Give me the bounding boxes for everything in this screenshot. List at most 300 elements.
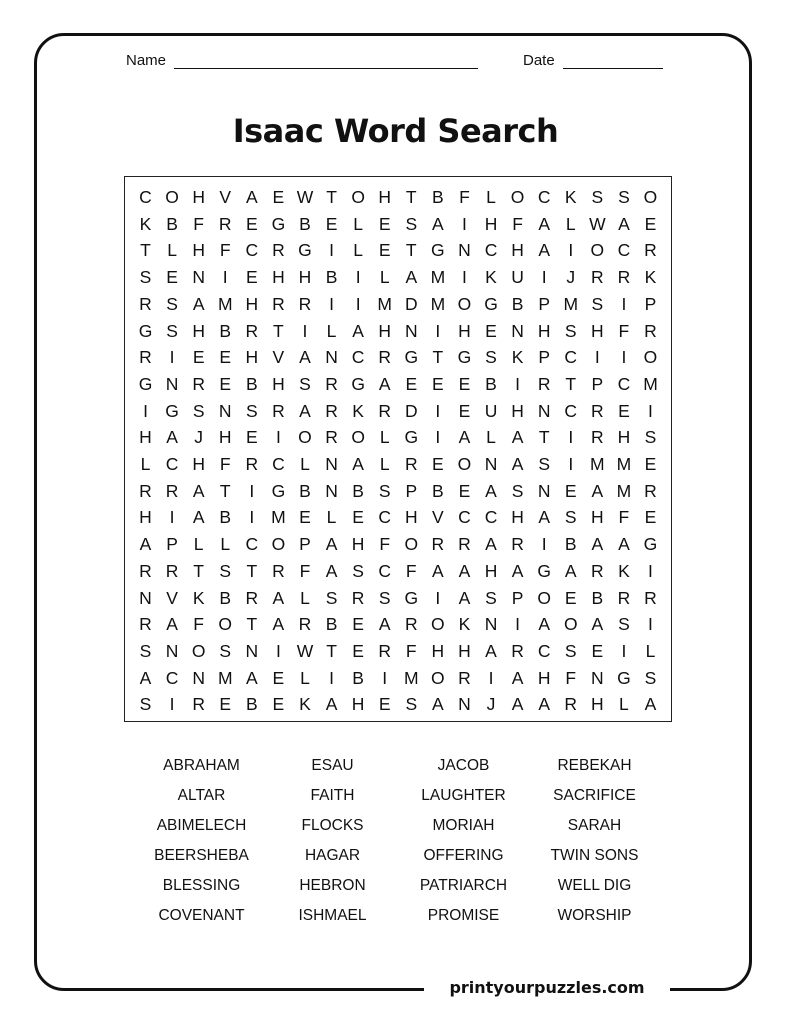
grid-letter[interactable]: O	[643, 187, 658, 207]
grid-letter[interactable]: T	[538, 427, 550, 448]
grid-letter[interactable]: W	[296, 640, 314, 661]
grid-letter[interactable]: E	[219, 373, 232, 394]
grid-letter[interactable]: P	[299, 534, 311, 555]
grid-letter[interactable]: G	[138, 373, 153, 394]
grid-letter[interactable]: L	[486, 427, 496, 448]
grid-letter[interactable]: I	[594, 347, 600, 368]
grid-letter[interactable]: I	[435, 427, 441, 448]
grid-letter[interactable]: K	[139, 213, 152, 234]
grid-letter[interactable]: I	[621, 293, 627, 314]
grid-letter[interactable]: M	[430, 267, 446, 288]
grid-letter[interactable]: R	[272, 293, 285, 314]
grid-letter[interactable]: S	[564, 507, 577, 528]
grid-letter[interactable]: B	[432, 480, 444, 501]
grid-letter[interactable]: R	[165, 560, 179, 581]
grid-letter[interactable]: E	[272, 667, 285, 688]
grid-letter[interactable]: G	[298, 240, 312, 261]
grid-letter[interactable]: R	[644, 587, 657, 608]
grid-letter[interactable]: N	[458, 240, 471, 261]
grid-letter[interactable]: L	[645, 640, 656, 661]
grid-letter[interactable]: O	[563, 614, 578, 635]
grid-letter[interactable]: C	[351, 347, 365, 368]
grid-letter[interactable]: S	[405, 694, 418, 715]
grid-letter[interactable]: M	[217, 667, 233, 688]
grid-letter[interactable]: S	[618, 614, 630, 635]
grid-letter[interactable]: E	[405, 373, 418, 394]
grid-letter[interactable]: I	[275, 427, 281, 448]
grid-letter[interactable]: H	[192, 320, 205, 341]
grid-letter[interactable]: I	[249, 480, 255, 501]
grid-letter[interactable]: T	[432, 347, 444, 368]
grid-letter[interactable]: I	[515, 373, 521, 394]
grid-letter[interactable]: N	[325, 480, 338, 501]
grid-letter[interactable]: G	[138, 320, 153, 341]
grid-letter[interactable]: L	[379, 267, 390, 288]
grid-letter[interactable]: E	[245, 213, 258, 234]
grid-letter[interactable]: A	[511, 454, 524, 474]
grid-letter[interactable]: K	[511, 347, 524, 368]
grid-letter[interactable]: I	[302, 320, 308, 341]
grid-letter[interactable]: O	[191, 640, 206, 661]
grid-letter[interactable]: M	[377, 293, 392, 314]
grid-letter[interactable]: R	[325, 373, 338, 394]
grid-letter[interactable]: N	[511, 320, 524, 341]
grid-letter[interactable]: K	[299, 694, 311, 715]
grid-letter[interactable]: B	[591, 587, 604, 608]
grid-letter[interactable]: L	[140, 454, 151, 474]
grid-letter[interactable]: E	[644, 507, 657, 528]
grid-letter[interactable]: I	[222, 267, 228, 288]
grid-letter[interactable]: S	[325, 587, 338, 608]
grid-letter[interactable]: E	[352, 507, 364, 528]
grid-letter[interactable]: L	[353, 240, 363, 261]
grid-letter[interactable]: M	[643, 373, 658, 394]
grid-letter[interactable]: W	[589, 213, 606, 234]
grid-letter[interactable]: L	[167, 240, 177, 261]
grid-letter[interactable]: L	[300, 587, 310, 608]
grid-letter[interactable]: K	[564, 187, 577, 207]
grid-letter[interactable]: N	[537, 480, 551, 501]
grid-letter[interactable]: F	[193, 213, 204, 234]
grid-letter[interactable]: A	[352, 320, 364, 341]
grid-letter[interactable]: O	[590, 240, 605, 261]
grid-letter[interactable]: H	[378, 187, 392, 207]
grid-letter[interactable]: R	[272, 400, 285, 421]
grid-letter[interactable]: E	[564, 480, 577, 501]
grid-letter[interactable]: O	[165, 187, 179, 207]
grid-letter[interactable]: E	[325, 213, 338, 234]
grid-letter[interactable]: A	[405, 267, 418, 288]
grid-letter[interactable]: G	[643, 534, 658, 555]
grid-letter[interactable]: L	[193, 534, 204, 555]
grid-letter[interactable]: R	[644, 480, 657, 501]
grid-letter[interactable]: C	[165, 667, 179, 688]
grid-letter[interactable]: T	[140, 240, 151, 261]
grid-letter[interactable]: A	[325, 534, 338, 555]
grid-letter[interactable]: S	[618, 187, 630, 207]
grid-letter[interactable]: N	[537, 400, 551, 421]
grid-letter[interactable]: E	[219, 694, 232, 715]
grid-letter[interactable]: O	[457, 454, 472, 474]
grid-letter[interactable]: R	[298, 293, 312, 314]
grid-letter[interactable]: I	[462, 267, 467, 288]
grid-letter[interactable]: I	[515, 614, 521, 635]
grid-letter[interactable]: A	[352, 454, 364, 474]
grid-letter[interactable]: E	[458, 480, 471, 501]
grid-letter[interactable]: S	[405, 213, 418, 234]
grid-letter[interactable]: S	[166, 320, 178, 341]
grid-letter[interactable]: S	[352, 560, 364, 581]
grid-letter[interactable]: G	[351, 373, 365, 394]
grid-letter[interactable]: H	[537, 667, 551, 688]
grid-letter[interactable]: O	[431, 667, 445, 688]
grid-letter[interactable]: L	[353, 213, 363, 234]
grid-letter[interactable]: N	[325, 347, 338, 368]
grid-letter[interactable]: R	[617, 267, 631, 288]
grid-letter[interactable]: A	[538, 507, 551, 528]
grid-letter[interactable]: R	[325, 427, 338, 448]
date-line[interactable]	[563, 54, 663, 69]
grid-letter[interactable]: E	[458, 400, 471, 421]
grid-letter[interactable]: V	[432, 507, 444, 528]
grid-letter[interactable]: N	[591, 667, 604, 688]
grid-letter[interactable]: T	[246, 560, 258, 581]
grid-letter[interactable]: P	[538, 347, 551, 368]
grid-letter[interactable]: F	[193, 614, 204, 635]
grid-letter[interactable]: A	[538, 614, 551, 635]
grid-letter[interactable]: I	[329, 667, 334, 688]
grid-letter[interactable]: E	[378, 240, 391, 261]
grid-letter[interactable]: R	[404, 454, 418, 474]
grid-letter[interactable]: E	[166, 267, 178, 288]
grid-letter[interactable]: I	[462, 213, 467, 234]
grid-letter[interactable]: H	[139, 427, 152, 448]
grid-letter[interactable]: G	[271, 213, 286, 234]
grid-letter[interactable]: H	[192, 240, 205, 261]
grid-letter[interactable]: O	[351, 427, 365, 448]
grid-letter[interactable]: R	[644, 240, 657, 261]
grid-letter[interactable]: A	[166, 614, 178, 635]
grid-letter[interactable]: E	[564, 587, 577, 608]
grid-letter[interactable]: P	[538, 293, 551, 314]
grid-letter[interactable]: H	[617, 427, 631, 448]
grid-letter[interactable]: S	[139, 640, 152, 661]
grid-letter[interactable]: I	[488, 667, 494, 688]
grid-letter[interactable]: T	[219, 480, 231, 501]
grid-letter[interactable]: B	[245, 373, 258, 394]
grid-letter[interactable]: B	[485, 373, 497, 394]
grid-letter[interactable]: T	[193, 560, 204, 581]
grid-letter[interactable]: L	[300, 667, 310, 688]
grid-letter[interactable]: A	[299, 347, 311, 368]
grid-letter[interactable]: S	[485, 587, 497, 608]
grid-letter[interactable]: A	[511, 560, 524, 581]
grid-letter[interactable]: N	[192, 267, 205, 288]
grid-letter[interactable]: M	[616, 480, 632, 501]
grid-letter[interactable]: O	[643, 347, 658, 368]
grid-letter[interactable]: N	[139, 587, 152, 608]
grid-letter[interactable]: A	[245, 187, 258, 207]
grid-letter[interactable]: S	[591, 293, 604, 314]
grid-letter[interactable]: M	[616, 454, 632, 474]
grid-letter[interactable]: B	[219, 507, 232, 528]
grid-letter[interactable]: L	[326, 507, 337, 528]
grid-letter[interactable]: I	[435, 320, 441, 341]
grid-letter[interactable]: R	[272, 560, 285, 581]
grid-letter[interactable]: I	[329, 293, 334, 314]
grid-letter[interactable]: C	[139, 187, 152, 207]
grid-letter[interactable]: H	[218, 427, 232, 448]
grid-letter[interactable]: R	[245, 587, 259, 608]
grid-letter[interactable]: S	[378, 480, 391, 501]
grid-letter[interactable]: R	[139, 480, 152, 501]
grid-letter[interactable]: I	[143, 400, 148, 421]
grid-letter[interactable]: G	[537, 560, 551, 581]
grid-letter[interactable]: R	[245, 454, 259, 474]
grid-letter[interactable]: R	[431, 534, 445, 555]
grid-letter[interactable]: O	[431, 614, 445, 635]
grid-letter[interactable]: M	[403, 667, 419, 688]
grid-letter[interactable]: G	[271, 480, 286, 501]
grid-letter[interactable]: A	[458, 560, 471, 581]
grid-letter[interactable]: N	[192, 667, 205, 688]
grid-letter[interactable]: L	[300, 454, 310, 474]
grid-letter[interactable]: C	[245, 240, 259, 261]
grid-letter[interactable]: J	[194, 427, 204, 448]
name-field[interactable]	[126, 52, 478, 69]
grid-letter[interactable]: R	[511, 534, 524, 555]
grid-letter[interactable]: C	[564, 347, 578, 368]
grid-letter[interactable]: R	[591, 400, 604, 421]
grid-letter[interactable]: N	[484, 614, 498, 635]
grid-letter[interactable]: E	[618, 400, 630, 421]
grid-letter[interactable]: R	[139, 614, 152, 635]
grid-letter[interactable]: R	[617, 587, 631, 608]
grid-letter[interactable]: E	[299, 507, 311, 528]
grid-letter[interactable]: A	[538, 213, 551, 234]
grid-letter[interactable]: R	[378, 347, 392, 368]
grid-letter[interactable]: A	[591, 534, 604, 555]
grid-letter[interactable]: L	[619, 694, 629, 715]
grid-letter[interactable]: H	[458, 320, 471, 341]
grid-letter[interactable]: S	[139, 694, 152, 715]
grid-letter[interactable]: S	[485, 347, 497, 368]
grid-letter[interactable]: A	[618, 534, 630, 555]
grid-letter[interactable]: G	[404, 427, 419, 448]
grid-letter[interactable]: F	[405, 640, 417, 661]
grid-letter[interactable]: M	[430, 293, 446, 314]
grid-letter[interactable]: I	[355, 293, 361, 314]
grid-letter[interactable]: R	[537, 373, 551, 394]
grid-letter[interactable]: H	[192, 187, 205, 207]
grid-letter[interactable]: E	[432, 454, 444, 474]
grid-letter[interactable]: H	[458, 640, 471, 661]
grid-letter[interactable]: C	[458, 507, 471, 528]
grid-letter[interactable]: O	[298, 427, 312, 448]
grid-letter[interactable]: T	[273, 320, 284, 341]
grid-letter[interactable]: H	[511, 240, 524, 261]
grid-letter[interactable]: I	[648, 400, 653, 421]
grid-letter[interactable]: A	[511, 427, 524, 448]
grid-letter[interactable]: B	[299, 213, 311, 234]
grid-letter[interactable]: H	[272, 267, 285, 288]
grid-letter[interactable]: P	[405, 480, 418, 501]
grid-letter[interactable]: E	[272, 694, 285, 715]
grid-letter[interactable]: S	[591, 187, 604, 207]
grid-letter[interactable]: H	[591, 507, 604, 528]
grid-letter[interactable]: I	[435, 587, 441, 608]
grid-letter[interactable]: S	[299, 373, 311, 394]
grid-letter[interactable]: O	[457, 293, 472, 314]
grid-letter[interactable]: A	[644, 694, 657, 715]
grid-letter[interactable]: E	[272, 187, 285, 207]
grid-letter[interactable]: A	[192, 293, 205, 314]
grid-letter[interactable]: P	[644, 293, 657, 314]
grid-letter[interactable]: C	[484, 240, 498, 261]
grid-letter[interactable]: C	[617, 240, 631, 261]
grid-letter[interactable]: C	[245, 534, 259, 555]
grid-letter[interactable]: L	[379, 454, 390, 474]
grid-letter[interactable]: E	[352, 614, 364, 635]
grid-letter[interactable]: F	[219, 454, 231, 474]
grid-letter[interactable]: L	[220, 534, 231, 555]
grid-letter[interactable]: N	[484, 454, 498, 474]
grid-letter[interactable]: G	[165, 400, 179, 421]
grid-letter[interactable]: T	[405, 187, 417, 207]
grid-letter[interactable]: I	[275, 640, 281, 661]
grid-letter[interactable]: B	[325, 614, 338, 635]
grid-letter[interactable]: E	[485, 320, 497, 341]
grid-letter[interactable]: S	[139, 267, 152, 288]
grid-letter[interactable]: C	[537, 640, 551, 661]
grid-letter[interactable]: K	[485, 267, 497, 288]
letter-grid[interactable]	[124, 176, 672, 722]
grid-letter[interactable]: V	[272, 347, 285, 368]
grid-letter[interactable]: I	[568, 240, 574, 261]
grid-letter[interactable]: S	[219, 560, 232, 581]
grid-letter[interactable]: C	[537, 187, 551, 207]
grid-letter[interactable]: A	[139, 534, 152, 555]
grid-letter[interactable]: M	[563, 293, 579, 314]
grid-letter[interactable]: R	[218, 213, 232, 234]
grid-letter[interactable]: A	[325, 560, 338, 581]
grid-letter[interactable]: O	[218, 614, 233, 635]
grid-letter[interactable]: A	[432, 560, 444, 581]
grid-letter[interactable]: I	[621, 347, 627, 368]
grid-letter[interactable]: E	[378, 694, 391, 715]
grid-letter[interactable]: H	[511, 507, 524, 528]
grid-letter[interactable]: I	[169, 347, 175, 368]
grid-letter[interactable]: F	[299, 560, 311, 581]
grid-letter[interactable]: L	[326, 320, 337, 341]
grid-letter[interactable]: R	[591, 560, 604, 581]
grid-letter[interactable]: I	[541, 267, 547, 288]
grid-letter[interactable]: I	[382, 667, 388, 688]
grid-letter[interactable]: P	[591, 373, 604, 394]
grid-letter[interactable]: A	[192, 480, 205, 501]
grid-letter[interactable]: G	[457, 347, 472, 368]
grid-letter[interactable]: B	[245, 694, 258, 715]
grid-letter[interactable]: F	[405, 560, 417, 581]
grid-letter[interactable]: W	[296, 187, 314, 207]
grid-letter[interactable]: L	[379, 427, 390, 448]
grid-letter[interactable]: G	[617, 667, 631, 688]
grid-letter[interactable]: G	[431, 240, 445, 261]
grid-letter[interactable]: L	[565, 213, 576, 234]
grid-letter[interactable]: I	[648, 560, 653, 581]
grid-letter[interactable]: F	[618, 507, 630, 528]
name-line[interactable]	[174, 54, 478, 69]
grid-letter[interactable]: N	[165, 373, 179, 394]
grid-letter[interactable]: C	[378, 560, 392, 581]
grid-letter[interactable]: F	[219, 240, 231, 261]
grid-letter[interactable]: C	[564, 400, 578, 421]
grid-letter[interactable]: P	[511, 587, 524, 608]
grid-letter[interactable]: A	[299, 400, 311, 421]
grid-letter[interactable]: F	[565, 667, 577, 688]
grid-letter[interactable]: P	[166, 534, 178, 555]
grid-letter[interactable]: H	[431, 640, 445, 661]
grid-letter[interactable]: M	[271, 507, 286, 528]
grid-letter[interactable]: S	[644, 667, 657, 688]
grid-letter[interactable]: D	[404, 400, 418, 421]
grid-letter[interactable]: K	[458, 614, 471, 635]
grid-letter[interactable]: J	[566, 267, 576, 288]
grid-letter[interactable]: V	[219, 187, 232, 207]
grid-letter[interactable]: R	[165, 480, 179, 501]
grid-letter[interactable]: F	[618, 320, 630, 341]
grid-letter[interactable]: H	[245, 293, 259, 314]
grid-letter[interactable]: H	[139, 507, 152, 528]
grid-letter[interactable]: R	[298, 614, 312, 635]
grid-letter[interactable]: H	[351, 694, 365, 715]
grid-letter[interactable]: C	[617, 373, 631, 394]
grid-letter[interactable]: A	[272, 614, 285, 635]
grid-letter[interactable]: B	[299, 480, 311, 501]
grid-letter[interactable]: O	[271, 534, 286, 555]
grid-letter[interactable]: R	[404, 614, 418, 635]
grid-letter[interactable]: T	[565, 373, 577, 394]
grid-letter[interactable]: B	[219, 320, 232, 341]
grid-letter[interactable]: E	[644, 213, 657, 234]
grid-letter[interactable]: A	[538, 240, 551, 261]
grid-letter[interactable]: R	[378, 400, 392, 421]
grid-letter[interactable]: H	[484, 213, 498, 234]
grid-letter[interactable]: A	[192, 507, 205, 528]
grid-letter[interactable]: A	[538, 694, 551, 715]
grid-letter[interactable]: T	[326, 640, 337, 661]
grid-letter[interactable]: I	[249, 507, 255, 528]
grid-letter[interactable]: H	[351, 534, 365, 555]
grid-letter[interactable]: R	[511, 640, 524, 661]
grid-letter[interactable]: A	[485, 640, 497, 661]
grid-letter[interactable]: L	[486, 187, 496, 207]
grid-letter[interactable]: H	[591, 320, 604, 341]
grid-letter[interactable]: B	[219, 587, 232, 608]
grid-letter[interactable]: E	[591, 640, 604, 661]
grid-letter[interactable]: B	[325, 267, 338, 288]
grid-letter[interactable]: I	[541, 534, 547, 555]
grid-letter[interactable]: A	[458, 427, 471, 448]
grid-letter[interactable]: E	[245, 427, 258, 448]
grid-letter[interactable]: H	[245, 347, 259, 368]
grid-letter[interactable]: H	[192, 454, 205, 474]
grid-letter[interactable]: S	[166, 293, 178, 314]
grid-letter[interactable]: R	[564, 694, 578, 715]
grid-letter[interactable]: R	[458, 534, 471, 555]
grid-letter[interactable]: R	[325, 400, 338, 421]
grid-letter[interactable]: H	[484, 560, 498, 581]
